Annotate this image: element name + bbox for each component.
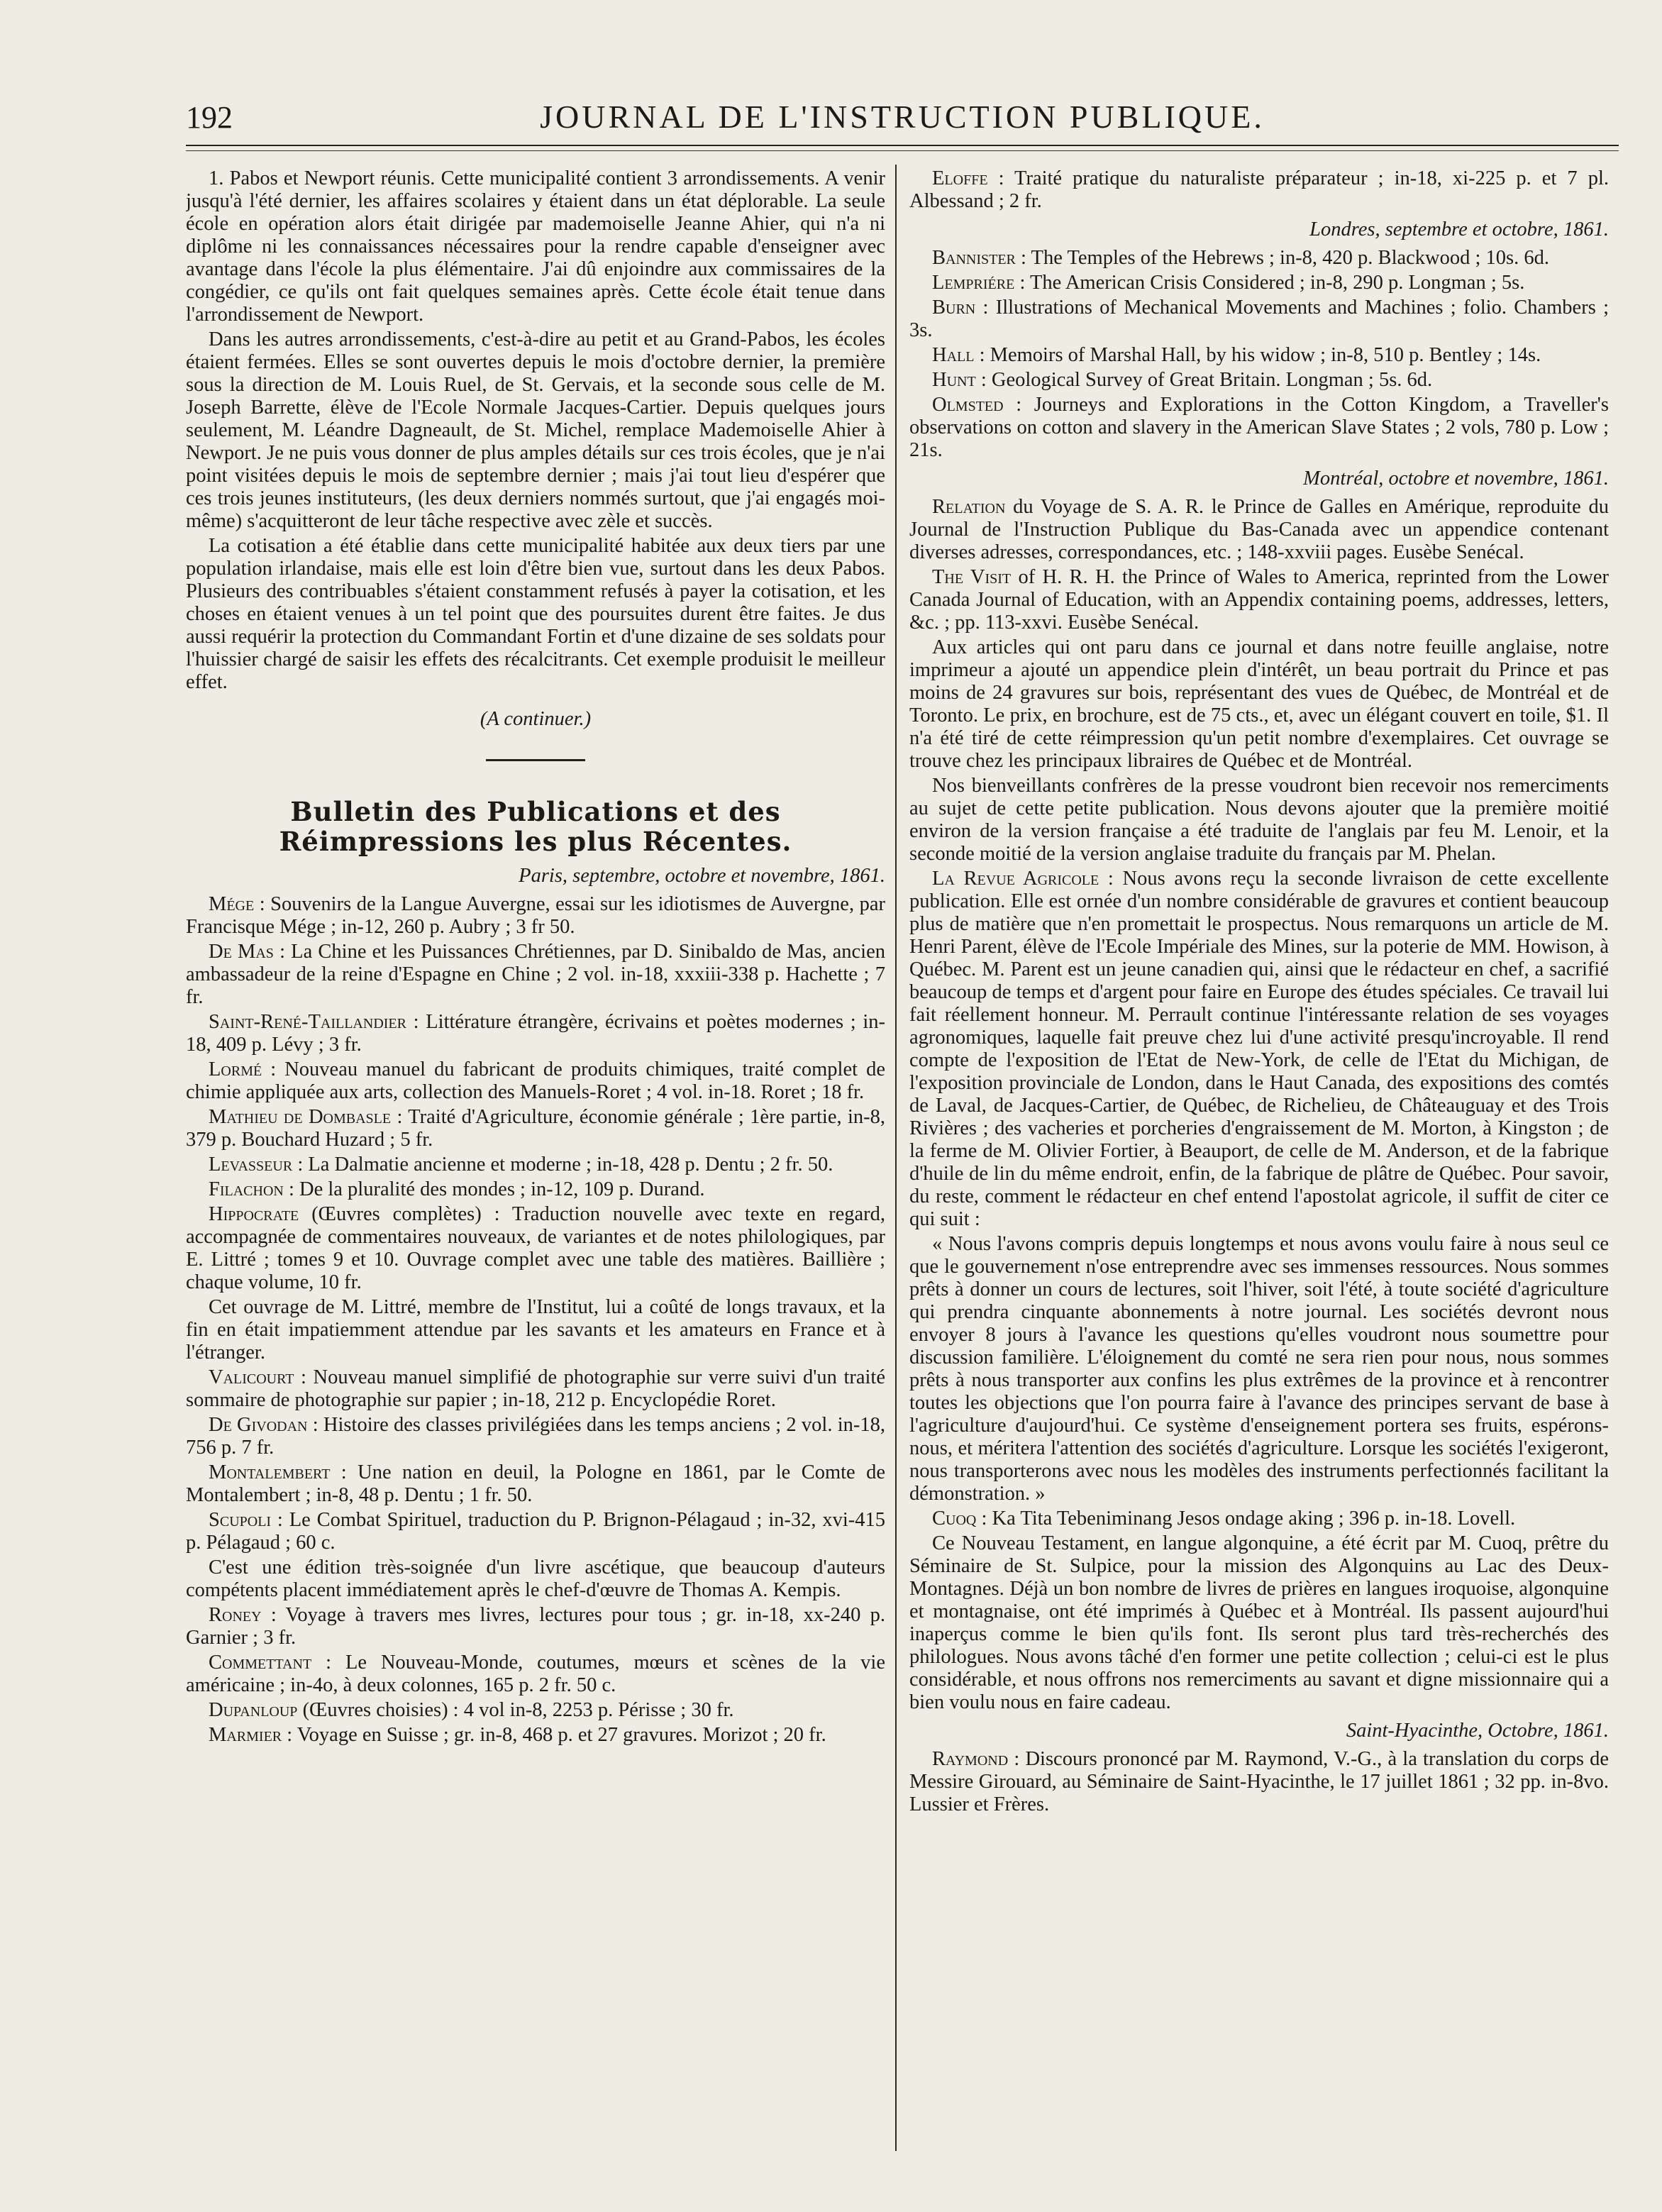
entry-text: Ce Nouveau Testament, en langue algonquine, a été écrit par M. Cuoq, prêtre du Séminaire de St. Sulpice, pour la mission des Algonquins au Lac des Deux-Montagnes. Déjà un bon nombre de livres de prières en langues iroquoise, algonquine et montagnaise, ont été imprimés à Québec et à Montréal. Ils passent aujourd'hui inaperçus comme le bien qu'ils font. Ils seront plus tard très-recherchés des philologues. Nous avons tâché d'en former une petite collection ; celui-ci est le plus considérable, et nous offrons nos remerciments au savant et digne missionnaire qui a bien voulu nous en faire cadeau. <box>909 1532 1609 1713</box>
list-item <box>186 1154 885 1176</box>
list-item <box>186 1106 885 1151</box>
entry-text: : Littérature étrangère, écrivains et poètes modernes ; in-18, 409 p. Lévy ; 3 fr. <box>186 1011 885 1056</box>
list-item <box>909 636 1609 773</box>
list-item <box>186 1296 885 1364</box>
dateline: Paris, septembre, octobre et novembre, 1861. <box>519 865 885 887</box>
list-item <box>186 1556 885 1602</box>
entry-author: Roney <box>209 1604 262 1626</box>
list-item <box>186 1366 885 1412</box>
list-item <box>909 496 1609 564</box>
list-item <box>909 167 1609 213</box>
paragraph: Dans les autres arrondissements, c'est-à-dire au petit et au Grand-Pabos, les écoles étaient fermées. Elles se sont ouvertes depuis le mois d'octobre dernier, la première sous la direction de M. Louis Ruel, de St. Gervais, et la seconde sous celle de M. Joseph Barrette, élève de l'Ecole Normale Jacques-Cartier. Depuis quelques jours seulement, M. Léandre Dagneault, de St. Michel, remplace Mademoiselle Ahier à Newport. Je ne puis vous donner de plus amples détails sur ces trois écoles, que je n'ai point visitées depuis le mois de septembre dernier ; mais j'ai tout lieu d'espérer que ces trois jeunes instituteurs, (les deux derniers nommés surtout, que j'ai engagés moi-même) s'acquitteront de leur tâche respective avec zèle et succès. <box>186 328 885 532</box>
entry-author: Cuoq <box>932 1508 977 1530</box>
entry-author: Mége <box>209 893 255 915</box>
entry-text: : Le Combat Spirituel, traduction du P. Brignon-Pélagaud ; in-32, xvi-415 p. Pélagaud ; 60 c. <box>186 1509 885 1554</box>
entry-text: Cet ouvrage de M. Littré, membre de l'Institut, lui a coûté de longs travaux, et la fin en était impatiemment attendue par les savants et les amateurs en France et à l'étranger. <box>186 1296 885 1364</box>
list-item <box>186 1604 885 1649</box>
entry-text: : The Temples of the Hebrews ; in-8, 420 p. Blackwood ; 10s. 6d. <box>1015 247 1549 269</box>
list-item <box>909 297 1609 342</box>
entry-text: : Illustrations of Mechanical Movements and Machines ; folio. Chambers ; 3s. <box>909 297 1609 341</box>
entry-author: Montalembert <box>209 1461 331 1483</box>
entry-text: : The American Crisis Considered ; in-8, 290 p. Longman ; 5s. <box>1014 272 1525 294</box>
list-item <box>909 247 1609 270</box>
entry-author: Olmsted <box>932 394 1004 416</box>
column-divider <box>895 165 897 2151</box>
entry-author: Mathieu de Dombasle <box>209 1106 392 1128</box>
entry-author: Burn <box>932 297 976 319</box>
entry-author: De Mas <box>209 941 274 963</box>
header-rule-thin <box>186 150 1619 151</box>
entry-text: « Nous l'avons compris depuis longtemps et nous avons voulu faire à nous seul ce que le gouvernement n'ose entreprendre avec ses immenses ressources. Nous sommes prêts à donner un cours de lectures, soit l'hiver, soit l'été, à toute société d'agriculture qui prendra cinquante abonnements à notre journal. Les sociétés devront nous envoyer 8 jours à l'avance les questions qu'elles voudront nous soumettre pour discussion familière. L'éloignement du comté ne sera rien pour nous, nous sommes prêts à nous transporter aux confins les plus extrêmes de la province et à rencontrer toutes les objections que l'on pourra faire à l'avance des principes servant de base à l'agriculture d'aujourd'hui. Ce système d'enseignement portera ses fruits, espérons-nous, et méritera l'attention des sociétés d'agriculture. Lorsque les sociétés l'exigeront, nous transporterons avec nous les modèles des instruments perfectionnés facilitant la démonstration. » <box>909 1233 1609 1505</box>
entry-author: Marmier <box>209 1724 282 1746</box>
entry-text: (Œuvres complètes) : Traduction nouvelle avec texte en regard, accompagnée de commentaires nouveaux, de variantes et de notes philologiques, par E. Littré ; tomes 9 et 10. Ouvrage complet avec une table des matières. Baillière ; chaque volume, 10 fr. <box>186 1203 885 1293</box>
list-item <box>186 893 885 939</box>
entry-text: : Souvenirs de la Langue Auvergne, essai sur les idiotismes de Auvergne, par Francisque Mége ; in-12, 260 p. Aubry ; 3 fr 50. <box>186 893 885 938</box>
list-item <box>186 1203 885 1294</box>
entry-text: (Œuvres choisies) : 4 vol in-8, 2253 p. Périsse ; 30 fr. <box>297 1699 734 1721</box>
entry-text: : Voyage à travers mes livres, lectures pour tous ; gr. in-18, xx-240 p. Garnier ; 3 fr. <box>186 1604 885 1649</box>
entry-author: Lormé <box>209 1058 262 1080</box>
entry-author: Raymond <box>932 1748 1009 1770</box>
entry-text: : Traité d'Agriculture, économie générale ; 1ère partie, in-8, 379 p. Bouchard Huzard ; 5 fr. <box>186 1106 885 1151</box>
entry-text: du Voyage de S. A. R. le Prince de Galles en Amérique, reproduite du Journal de l'Instruction Publique du Bas-Canada avec un appendice contenant diverses adresses, correspondances, etc. ; 148-xxviii pages. Eusèbe Senécal. <box>909 496 1609 563</box>
list-item <box>909 566 1609 634</box>
list-item <box>909 344 1609 367</box>
list-item <box>909 868 1609 1231</box>
entry-author: Scupoli <box>209 1509 272 1531</box>
list-item <box>186 1058 885 1104</box>
list-item <box>909 1748 1609 1816</box>
entry-text: of H. R. H. the Prince of Wales to America, reprinted from the Lower Canada Journal of Education, with an Appendix containing poems, addresses, letters, &c. ; pp. 113-xxvi. Eusèbe Senécal. <box>909 566 1609 634</box>
entry-author: Commettant <box>209 1652 312 1674</box>
entry-author: Lempriére <box>932 272 1015 294</box>
list-item <box>186 1509 885 1554</box>
entry-text: : Traité pratique du naturaliste préparateur ; in-18, xi-225 p. et 7 pl. Albessand ; 2 fr. <box>909 167 1609 212</box>
entry-author: Bannister <box>932 247 1016 269</box>
entry-text: : Voyage en Suisse ; gr. in-8, 468 p. et 27 gravures. Morizot ; 20 fr. <box>282 1724 826 1746</box>
left-column <box>186 167 885 2147</box>
entry-text: : De la pluralité des mondes ; in-12, 109 p. Durand. <box>283 1178 705 1200</box>
dateline: Montréal, octobre et novembre, 1861. <box>1303 468 1609 490</box>
entry-text: : Nous avons reçu la seconde livraison de cette excellente publication. Elle est ornée d'un nombre considérable de gravures et contient beaucoup plus de matière que n'en promettait le prospectus. Nous remarquons un article de M. Henri Parent, élève de l'Ecole Impériale des Mines, sur la poterie de MM. Howison, à Québec. M. Parent est un jeune canadien qui, ainsi que le rédacteur en chef, a sacrifié beaucoup de temps et d'argent pour faire en Europe des études spéciales. Ce travail lui fait réellement honneur. M. Perrault continue l'intéressante relation de ses voyages agronomiques, laquelle fait preuve chez lui d'une activité presqu'incroyable. Il rend compte de l'exposition de l'Etat de New-York, de celle de l'Etat du Michigan, de l'exposition provinciale de London, dans le Haut Canada, des expositions des comtés de Laval, de Jacques-Cartier, de Québec, de Richelieu, de Châteauguay et des Trois Rivières ; des vacheries et porcheries d'engraissement de M. Morton, à Kingston ; de la ferme de M. Olivier Fortier, à Beauport, de celle de M. Anderson, et de la fabrique d'huile de lin du même endroit, enfin, de la fabrique de plâtre de Québec. Pour savoir, du reste, comment le rédacteur en chef entend l'apostolat agricole, il suffit de citer ce qui suit : <box>909 868 1609 1230</box>
entry-text: : Le Nouveau-Monde, coutumes, mœurs et scènes de la vie américaine ; in-4o, à deux colonnes, 165 p. 2 fr. 50 c. <box>186 1652 885 1696</box>
dateline: Saint-Hyacinthe, Octobre, 1861. <box>1346 1720 1609 1742</box>
entry-author: De Givodan <box>209 1414 308 1436</box>
entry-text: : Une nation en deuil, la Pologne en 1861, par le Comte de Montalembert ; in-8, 48 p. Dentu ; 1 fr. 50. <box>186 1461 885 1506</box>
page-header <box>186 92 1619 142</box>
entry-author: Hunt <box>932 369 976 391</box>
right-column <box>909 167 1609 2147</box>
journal-title: JOURNAL DE L'INSTRUCTION PUBLIQUE. <box>540 99 1265 135</box>
entry-author: Valicourt <box>209 1366 294 1388</box>
entry-author: Hall <box>932 344 975 366</box>
entry-author: Relation <box>932 496 1006 518</box>
entry-text: : Discours prononcé par M. Raymond, V.-G., à la translation du corps de Messire Girouard, au Séminaire de Saint-Hyacinthe, le 17 juillet 1861 ; 32 pp. in-8vo. Lussier et Frères. <box>909 1748 1609 1815</box>
list-item <box>186 1011 885 1056</box>
list-item <box>186 1461 885 1507</box>
paragraph: 1. Pabos et Newport réunis. Cette municipalité contient 3 arrondissements. A venir jusqu'à l'été dernier, les affaires scolaires y étaient dans un état déplorable. La seule école en opération alors était dirigée par mademoiselle Jeanne Ahier, qui n'a ni diplôme ni les connaissances nécessaires pour la rendre capable d'enseigner avec avantage dans l'école la plus élémentaire. J'ai dû enjoindre aux commissaires de la congédier, ce qu'ils ont fait quelques semaines après. Cette école était tenue dans l'arrondissement de Newport. <box>186 167 885 326</box>
list-item <box>909 775 1609 866</box>
entry-text: : Geological Survey of Great Britain. Longman ; 5s. 6d. <box>975 369 1433 391</box>
list-item <box>186 941 885 1009</box>
entry-text: : La Dalmatie ancienne et moderne ; in-18, 428 p. Dentu ; 2 fr. 50. <box>292 1154 833 1176</box>
dateline: Londres, septembre et octobre, 1861. <box>1309 219 1609 240</box>
to-be-continued: (A continuer.) <box>480 708 592 730</box>
entry-author: Eloffe <box>932 167 988 189</box>
paragraph: La cotisation a été établie dans cette municipalité habitée aux deux tiers par une population irlandaise, mais elle est loin d'être bien vue, surtout dans les deux Pabos. Plusieurs des contribuables s'étaient constamment refusés à payer la cotisation, et les choses en étaient venues à un tel point que des poursuites durent être faites. Je dus aussi requérir la protection du Commandant Fortin et d'une dizaine de ses soldats pour l'huissier chargé de saisir les effets des récalcitrants. Cet exemple produisit le meilleur effet. <box>186 535 885 693</box>
entry-author: Filachon <box>209 1178 284 1200</box>
list-item <box>909 1508 1609 1530</box>
entry-author: The Visit <box>932 566 1012 588</box>
entry-author: Saint-René-Taillandier <box>209 1011 406 1033</box>
header-rule <box>186 145 1619 146</box>
entry-text: : Ka Tita Tebeniminang Jesos ondage aking ; 396 p. in-18. Lovell. <box>976 1508 1516 1530</box>
list-item <box>186 1178 885 1201</box>
entry-text: C'est une édition très-soignée d'un livre ascétique, que beaucoup d'auteurs compétents placent immédiatement après le chef-d'œuvre de Thomas A. Kempis. <box>186 1556 885 1601</box>
entry-text: : Memoirs of Marshal Hall, by his widow ; in-8, 510 p. Bentley ; 14s. <box>974 344 1541 366</box>
list-item <box>186 1699 885 1722</box>
list-item <box>186 1724 885 1747</box>
entry-text: : Journeys and Explorations in the Cotton Kingdom, a Traveller's observations on cotton and slavery in the American Slave States ; 2 vols, 780 p. Low ; 21s. <box>909 394 1609 461</box>
entry-author: Dupanloup <box>209 1699 298 1721</box>
entry-author: Hippocrate <box>209 1203 299 1225</box>
list-item <box>186 1414 885 1459</box>
entry-text: Nos bienveillants confrères de la presse voudront bien recevoir nos remerciments au sujet de cette petite publication. Nous devons ajouter que la première moitié environ de la version française a été traduite de l'anglais par feu M. Lenoir, et la seconde moitié de la version anglaise traduite du français par M. Phelan. <box>909 775 1609 865</box>
list-item <box>186 1652 885 1697</box>
entry-author: Levasseur <box>209 1154 293 1176</box>
list-item <box>909 272 1609 294</box>
list-item <box>909 1233 1609 1505</box>
bulletin-heading: Bulletin des Publications et des Réimpressions les plus Récentes. <box>279 796 792 857</box>
list-item <box>909 1532 1609 1714</box>
entry-text: : La Chine et les Puissances Chrétiennes, par D. Sinibaldo de Mas, ancien ambassadeur de la reine d'Espagne en Chine ; 2 vol. in-18, xxxiii-338 p. Hachette ; 7 fr. <box>186 941 885 1008</box>
entry-text: : Histoire des classes privilégiées dans les temps anciens ; 2 vol. in-18, 756 p. 7 fr. <box>186 1414 885 1459</box>
entry-text: : Nouveau manuel simplifié de photographie sur verre suivi d'un traité sommaire de photographie sur papier ; in-18, 212 p. Encyclopédie Roret. <box>186 1366 885 1411</box>
page-number: 192 <box>186 100 233 135</box>
entry-text: : Nouveau manuel du fabricant de produits chimiques, traité complet de chimie appliquée aux arts, collection des Manuels-Roret ; 4 vol. in-18. Roret ; 18 fr. <box>186 1058 885 1103</box>
list-item <box>909 369 1609 392</box>
entry-text: Aux articles qui ont paru dans ce journal et dans notre feuille anglaise, notre imprimeur a ajouté un appendice plein d'intérêt, un beau portrait du Prince et pas moins de 24 gravures sur bois, représentant des vues de Québec, de Montréal et de Toronto. Le prix, en brochure, est de 75 cts., et, avec un élégant couvert en toile, $1. Il n'a été tiré de cette réimpression qu'un petit nombre d'exemplaires. Cet ouvrage se trouve chez les principaux libraires de Québec et de Montréal. <box>909 636 1609 772</box>
section-divider <box>486 759 585 761</box>
list-item <box>909 394 1609 462</box>
entry-author: La Revue Agricole <box>932 868 1099 890</box>
